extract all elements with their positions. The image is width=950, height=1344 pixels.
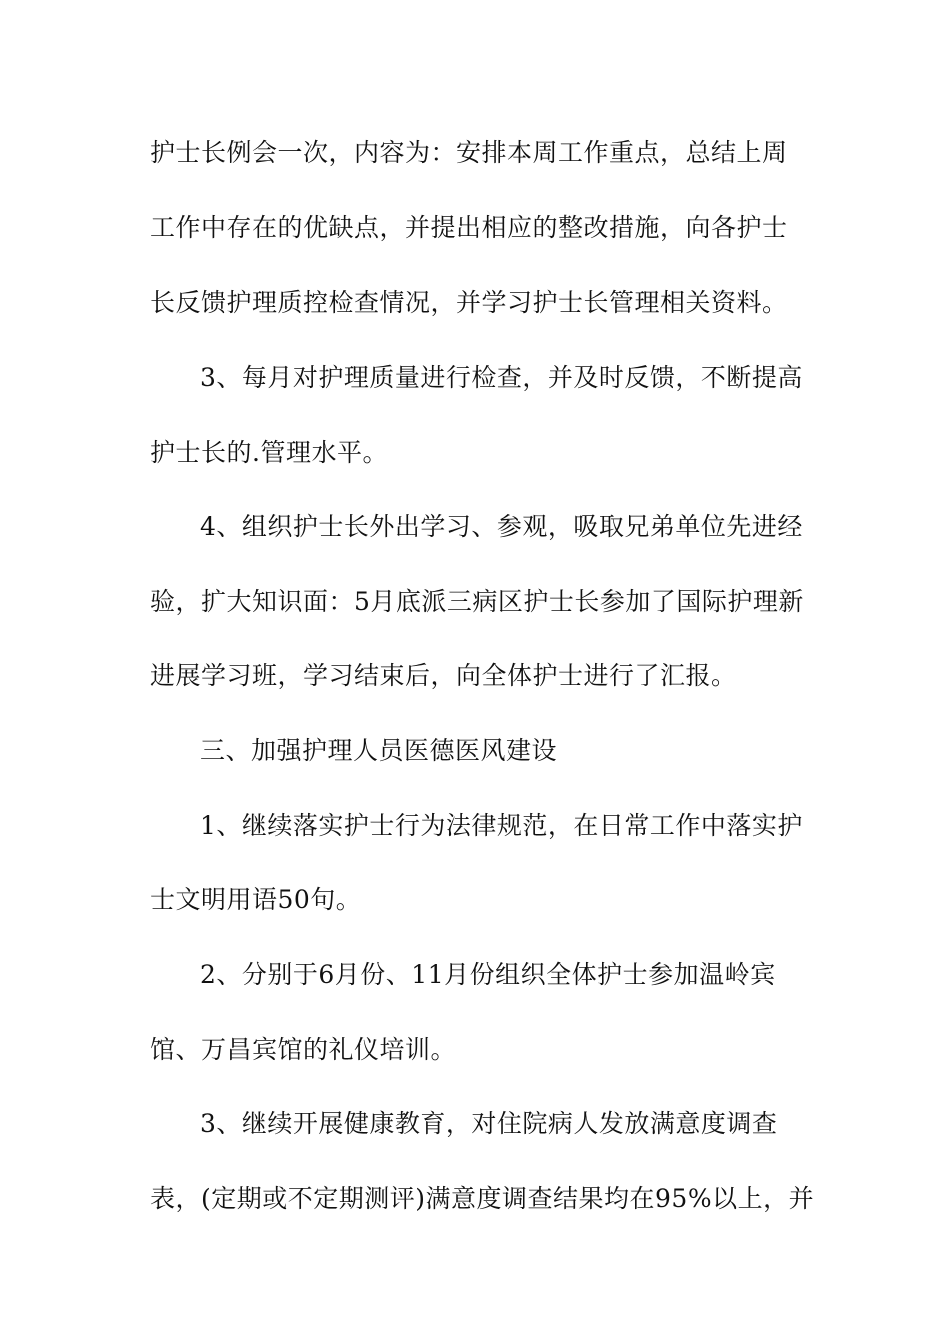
text-line: 1、继续落实护士行为法律规范，在日常工作中落实护: [200, 811, 803, 840]
text-line: 3、每月对护理质量进行检查，并及时反馈，不断提高: [200, 363, 803, 392]
text-line: 验，扩大知识面：5月底派三病区护士长参加了国际护理新: [150, 587, 804, 616]
text-line: 工作中存在的优缺点，并提出相应的整改措施，向各护士: [150, 213, 788, 242]
text-line: 士文明用语50句。: [150, 885, 362, 914]
text-line: 护士长例会一次，内容为：安排本周工作重点，总结上周: [150, 138, 788, 167]
text-line: 进展学习班，学习结束后，向全体护士进行了汇报。: [150, 661, 737, 690]
text-line: 长反馈护理质控检查情况，并学习护士长管理相关资料。: [150, 288, 788, 317]
text-line: 护士长的.管理水平。: [150, 438, 388, 467]
text-line: 2、分别于6月份、11月份组织全体护士参加温岭宾: [200, 960, 776, 989]
text-line: 表，(定期或不定期测评)满意度调查结果均在95%以上，并: [150, 1184, 815, 1213]
text-line: 3、继续开展健康教育，对住院病人发放满意度调查: [200, 1109, 778, 1138]
section-heading: 三、加强护理人员医德医风建设: [200, 736, 558, 765]
text-line: 4、组织护士长外出学习、参观，吸取兄弟单位先进经: [200, 512, 803, 541]
text-line: 馆、万昌宾馆的礼仪培训。: [150, 1035, 457, 1064]
